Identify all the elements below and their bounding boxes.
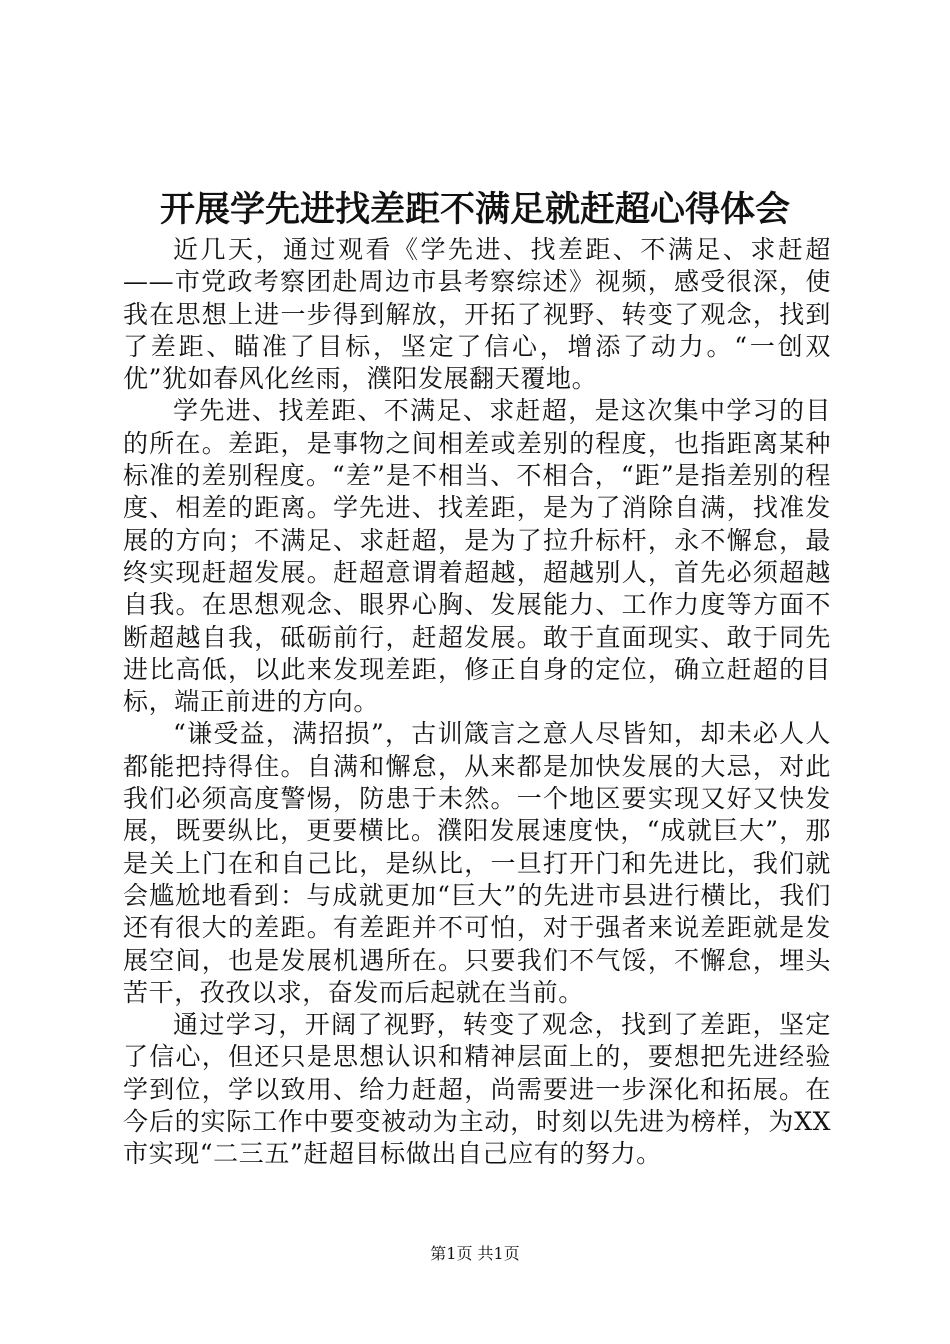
document-body (123, 234, 831, 1171)
paragraph-3: “谦受益，满招损”，古训箴言之意人尽皆知，却未必人人都能把持得住。自满和懈怠，从来都是加快发展的大忌，对此我们必须高度警惕，防患于未然。一个地区要实现又好又快发展，既要纵比，更要横比。濮阳发展速度快，“成就巨大”，那是关上门在和自己比，是纵比，一旦打开门和先进比，我们就会尴尬地看到：与成就更加“巨大”的先进市县进行横比，我们还有很大的差距。有差距并不可怕，对于强者来说差距就是发展空间，也是发展机遇所在。只要我们不气馁，不懈怠，埋头苦干，孜孜以求，奋发而后起就在当前。 (123, 719, 831, 1007)
paragraph-1: 近几天，通过观看《学先进、找差距、不满足、求赶超——市党政考察团赴周边市县考察综述》视频，感受很深，使我在思想上进一步得到解放，开拓了视野、转变了观念，找到了差距、瞄准了目标，坚定了信心，增添了动力。“一创双优”犹如春风化丝雨，濮阳发展翻天覆地。 (123, 235, 831, 394)
paragraph-4: 通过学习，开阔了视野，转变了观念，找到了差距，坚定了信心，但还只是思想认识和精神层面上的，要想把先进经验学到位，学以致用、给力赶超，尚需要进一步深化和拓展。在今后的实际工作中要变被动为主动，时刻以先进为榜样，为XX市实现“二三五”赶超目标做出自己应有的努力。 (123, 1010, 831, 1169)
page-footer: 第1页 共1页 (430, 1244, 520, 1263)
paragraph-2: 学先进、找差距、不满足、求赶超，是这次集中学习的目的所在。差距，是事物之间相差或差别的程度，也指距离某种标准的差别程度。“差”是不相当、不相合，“距”是指差别的程度、相差的距离。学先进、找差距，是为了消除自满，找准发展的方向；不满足、求赶超，是为了拉升标杆，永不懈怠，最终实现赶超发展。赶超意谓着超越，超越别人，首先必须超越自我。在思想观念、眼界心胸、发展能力、工作力度等方面不断超越自我，砥砺前行，赶超发展。敢于直面现实、敢于同先进比高低，以此来发现差距，修正自身的定位，确立赶超的目标，端正前进的方向。 (123, 396, 831, 717)
document-title: 开展学先进找差距不满足就赶超心得体会 (159, 189, 790, 230)
